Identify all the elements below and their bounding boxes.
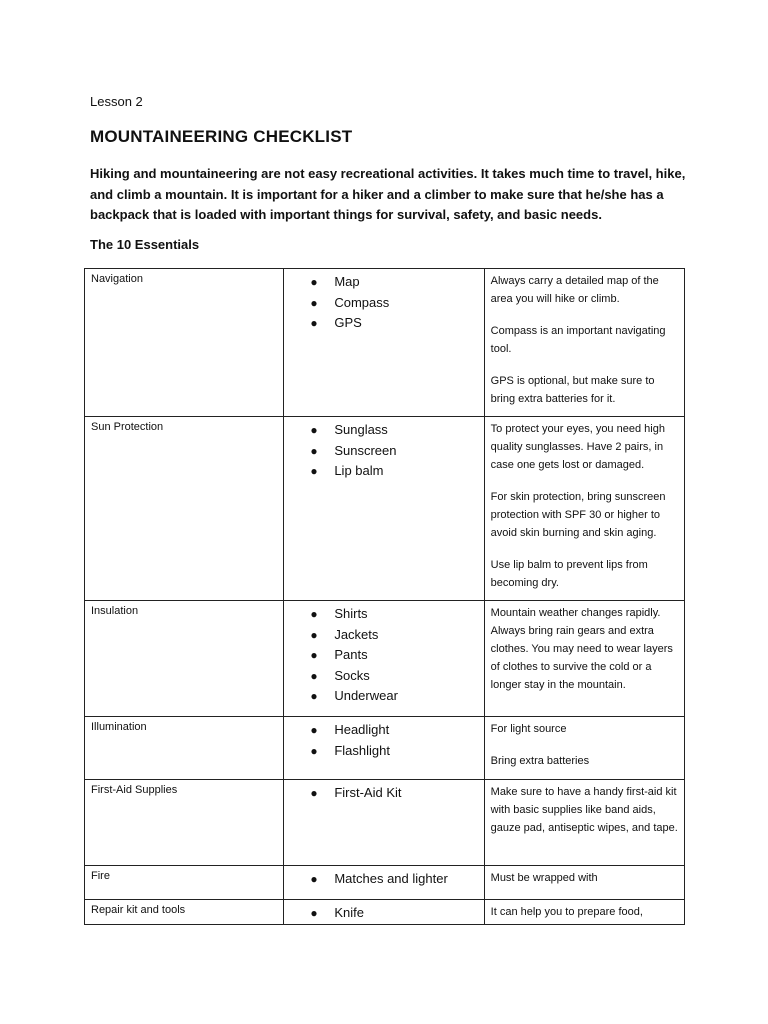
list-item: ● GPS [310, 313, 483, 334]
list-item: ● Knife [310, 903, 483, 924]
table-row [85, 417, 685, 601]
bullet-icon: ● [310, 275, 318, 289]
notes-cell [484, 269, 684, 417]
bullet-icon: ● [310, 464, 318, 478]
item-list [284, 269, 483, 334]
category-label: First-Aid Supplies [91, 784, 178, 796]
category-label: Repair kit and tools [91, 904, 186, 916]
table-row [85, 601, 685, 717]
bullet-icon: ● [310, 668, 318, 683]
notes-cell [484, 900, 684, 925]
page-title: MOUNTAINEERING CHECKLIST [90, 127, 353, 146]
list-item: ● Lip balm [310, 461, 483, 482]
bullet-icon: ● [310, 423, 318, 437]
item-list [284, 601, 483, 707]
list-item: ● Shirts [310, 604, 483, 625]
item-list [284, 780, 483, 804]
bullet-icon: ● [310, 627, 318, 642]
essentials-table [84, 268, 685, 925]
bullet-icon: ● [310, 743, 318, 758]
table-row [85, 866, 685, 900]
items-cell [284, 417, 484, 601]
note-text: Always carry a detailed map of the area you will hike or climb. [490, 275, 659, 305]
item-list [284, 717, 483, 761]
list-item: ● Map [310, 272, 483, 293]
category-cell [85, 601, 284, 717]
item-list [284, 900, 483, 924]
note-text: It can help you to prepare food, [490, 906, 643, 918]
category-label: Sun Protection [91, 421, 164, 433]
lesson-label: Lesson 2 [90, 94, 143, 109]
category-cell [85, 717, 284, 780]
section-heading: The 10 Essentials [90, 237, 200, 252]
table-row [85, 269, 685, 417]
note-text: To protect your eyes, you need high quality sunglasses. Have 2 pairs, in case one gets lost or damaged. [490, 423, 665, 471]
items-cell [284, 717, 484, 780]
note-text: Must be wrapped with [490, 872, 598, 884]
note-text: Make sure to have a handy first-aid kit with basic supplies like band aids, gauze pad, antiseptic wipes, and tape. [490, 786, 678, 834]
list-item: ● First-Aid Kit [310, 783, 483, 804]
table-row [85, 780, 685, 866]
note-text: For skin protection, bring sunscreen protection with SPF 30 or higher to avoid skin burning and skin aging. [490, 491, 666, 539]
list-item: ● Underwear [310, 686, 483, 707]
bullet-icon: ● [310, 648, 318, 662]
category-cell [85, 269, 284, 417]
notes-cell [484, 780, 684, 866]
bullet-icon: ● [310, 872, 318, 886]
items-cell [284, 601, 484, 717]
category-cell [85, 417, 284, 601]
table-row [85, 717, 685, 780]
intro-paragraph: Hiking and mountaineering are not easy recreational activities. It takes much time to travel, hike, and climb a mountain. It is important for a hiker and a climber to make sure that he/she has a backpack that is loaded with important things for survival, safety, and basic needs. [90, 166, 686, 222]
bullet-icon: ● [310, 786, 318, 800]
bullet-icon: ● [310, 316, 318, 330]
item-list [284, 866, 483, 890]
category-label: Navigation [91, 273, 143, 285]
note-text: Mountain weather changes rapidly. Always bring rain gears and extra clothes. You may need to wear layers of clothes to survive the cold or a longer stay in the mountain. [490, 607, 673, 691]
note-text: Use lip balm to prevent lips from becoming dry. [490, 559, 648, 589]
item-list [284, 417, 483, 482]
category-cell [85, 900, 284, 925]
notes-cell [484, 417, 684, 601]
category-label: Insulation [91, 605, 139, 617]
items-cell [284, 780, 484, 866]
note-text: For light source [490, 723, 567, 735]
items-cell [284, 866, 484, 900]
category-cell [85, 780, 284, 866]
category-label: Illumination [91, 721, 147, 733]
bullet-icon: ● [310, 607, 318, 621]
items-cell [284, 269, 484, 417]
bullet-icon: ● [310, 689, 318, 703]
list-item: ● Headlight [310, 720, 483, 741]
notes-cell [484, 866, 684, 900]
category-label: Fire [91, 870, 110, 882]
bullet-icon: ● [310, 906, 318, 920]
list-item: ● Sunscreen [310, 441, 483, 462]
list-item: ● Compass [310, 293, 483, 314]
list-item: ● Flashlight [310, 741, 483, 762]
bullet-icon: ● [310, 723, 318, 737]
list-item: ● Jackets [310, 625, 483, 646]
note-text: Bring extra batteries [490, 755, 590, 767]
bullet-icon: ● [310, 443, 318, 458]
note-text: GPS is optional, but make sure to bring extra batteries for it. [490, 375, 655, 405]
list-item: ● Pants [310, 645, 483, 666]
bullet-icon: ● [310, 295, 318, 310]
category-cell [85, 866, 284, 900]
items-cell [284, 900, 484, 925]
list-item: ● Socks [310, 666, 483, 687]
note-text: Compass is an important navigating tool. [490, 325, 666, 355]
table-row [85, 900, 685, 925]
list-item: ● Matches and lighter [310, 869, 483, 890]
notes-cell [484, 717, 684, 780]
notes-cell [484, 601, 684, 717]
list-item: ● Sunglass [310, 420, 483, 441]
